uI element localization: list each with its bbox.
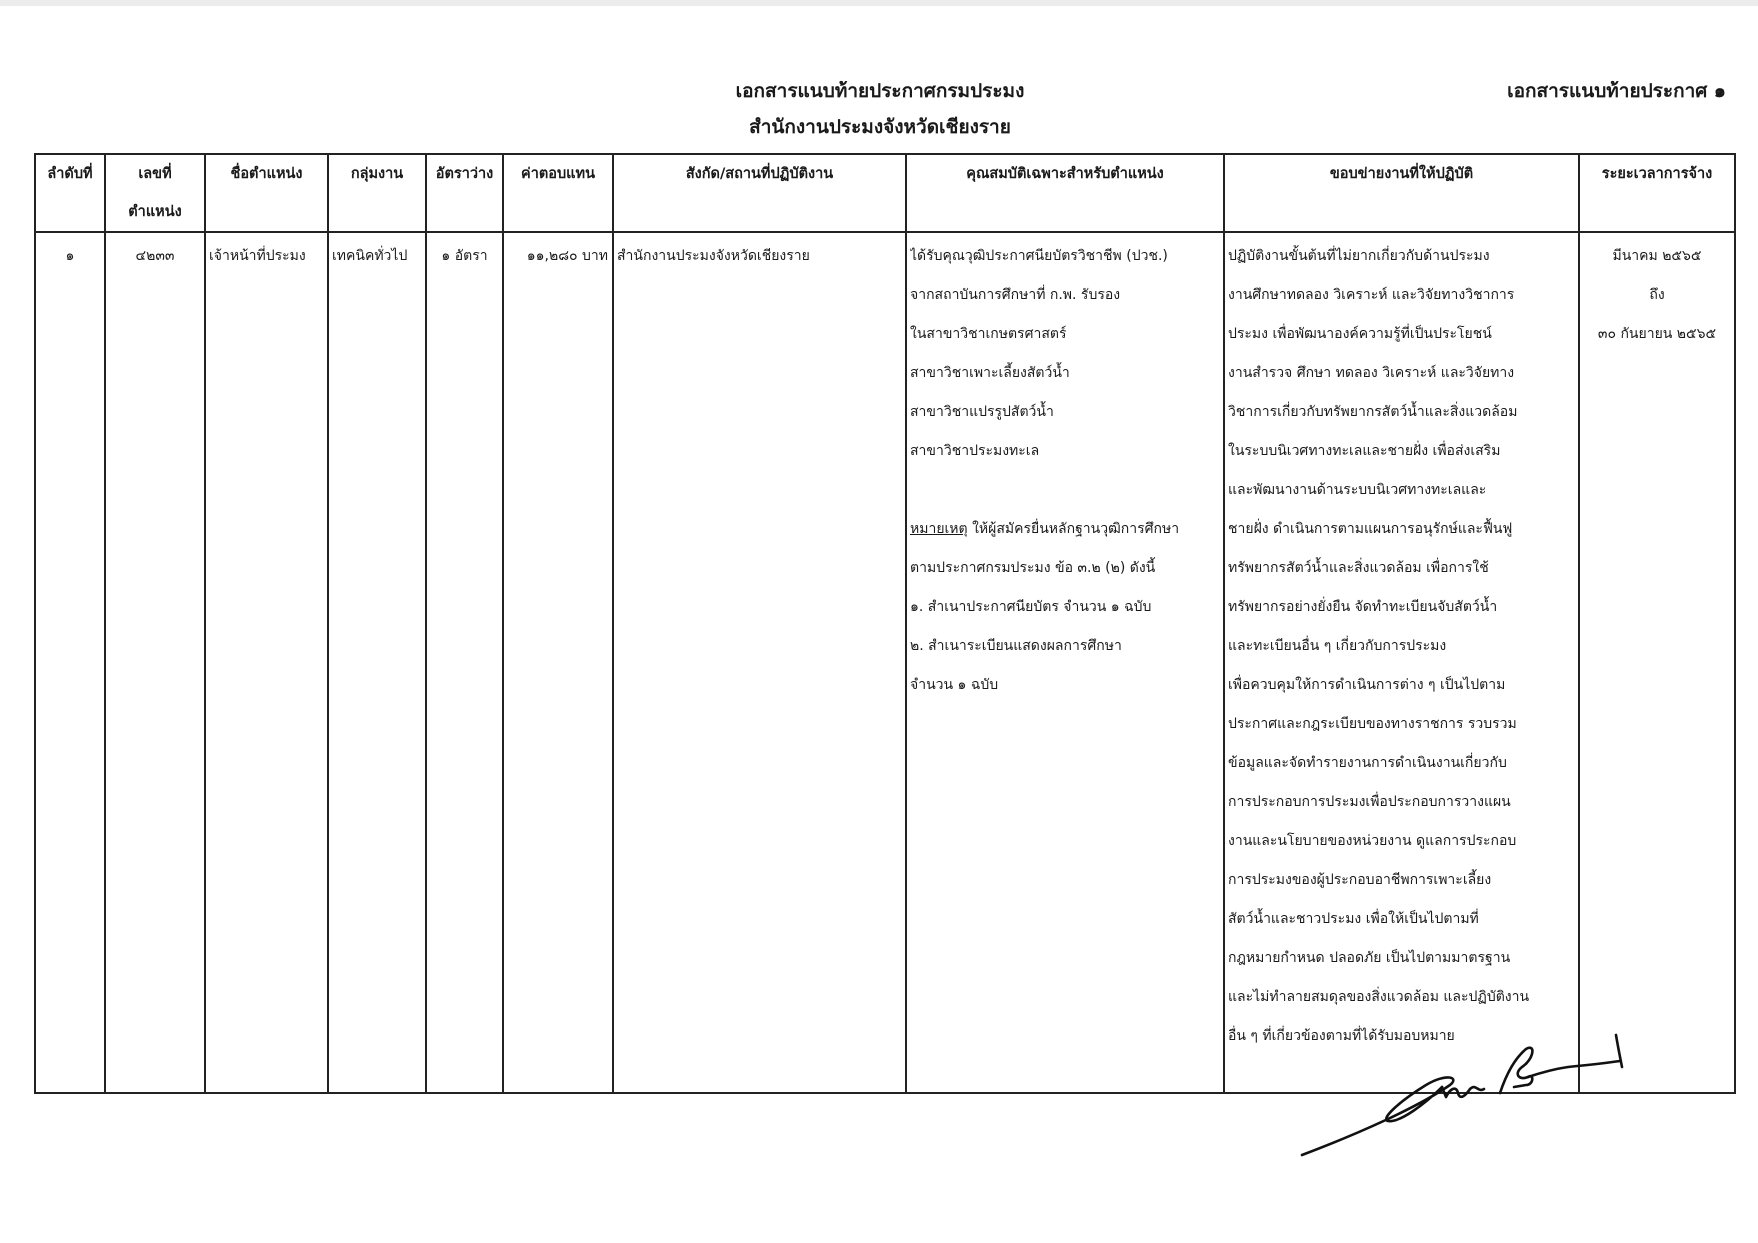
header-duties: ขอบข่ายงานที่ให้ปฏิบัติ	[1224, 154, 1579, 232]
duty-line: กฎหมายกำหนด ปลอดภัย เป็นไปตามมาตรฐาน	[1228, 950, 1511, 966]
duty-line: งานศึกษาทดลอง วิเคราะห์ และวิจัยทางวิชาการ	[1228, 287, 1515, 303]
duty-line: และไม่ทำลายสมดุลของสิ่งแวดล้อม และปฏิบัติงาน	[1228, 989, 1530, 1005]
header-position-name: ชื่อตำแหน่ง	[205, 154, 328, 232]
header-qualifications: คุณสมบัติเฉพาะสำหรับตำแหน่ง	[906, 154, 1224, 232]
header-period: ระยะเวลาการจ้าง	[1579, 154, 1735, 232]
duty-line: งานและนโยบายของหน่วยงาน ดูแลการประกอบ	[1228, 833, 1517, 849]
cell-order: ๑	[35, 232, 105, 1093]
duty-line: อื่น ๆ ที่เกี่ยวข้องตามที่ได้รับมอบหมาย	[1228, 1028, 1455, 1044]
period-to: ถึง	[1649, 287, 1665, 303]
table-header-row	[35, 154, 1735, 232]
cell-salary: ๑๑,๒๘๐ บาท	[503, 232, 613, 1093]
cell-position-name: เจ้าหน้าที่ประมง	[205, 232, 328, 1093]
duty-line: ในระบบนิเวศทางทะเลและชายฝั่ง เพื่อส่งเสริม	[1228, 443, 1501, 459]
note-line	[910, 510, 1223, 549]
handwritten-signature	[1300, 1015, 1660, 1190]
duty-line: ประมง เพื่อพัฒนาองค์ความรู้ที่เป็นประโยชน์	[1228, 326, 1492, 342]
attachment-label: เอกสารแนบท้ายประกาศ ๑	[1507, 80, 1726, 102]
note-line: ตามประกาศกรมประมง ข้อ ๓.๒ (๒) ดังนี้	[910, 560, 1156, 576]
cell-vacancy: ๑ อัตรา	[426, 232, 503, 1093]
header-vacancy: อัตราว่าง	[426, 154, 503, 232]
duty-line: การประกอบการประมงเพื่อประกอบการวางแผน	[1228, 794, 1511, 810]
note-line: ๒. สำเนาระเบียนแสดงผลการศึกษา	[910, 638, 1122, 654]
qualification-line: ในสาขาวิชาเกษตรศาสตร์	[910, 326, 1067, 342]
note-line: จำนวน ๑ ฉบับ	[910, 677, 999, 693]
document-title: เอกสารแนบท้ายประกาศกรมประมง	[735, 80, 1025, 102]
scan-edge	[0, 0, 1758, 6]
position-table	[34, 153, 1736, 1094]
cell-duties	[1224, 232, 1579, 1093]
duty-line: ประกาศและกฎระเบียบของทางราชการ รวบรวม	[1228, 716, 1517, 732]
note-line: ๑. สำเนาประกาศนียบัตร จำนวน ๑ ฉบับ	[910, 599, 1152, 615]
duty-line: ชายฝั่ง ดำเนินการตามแผนการอนุรักษ์และฟื้นฟู	[1228, 521, 1513, 537]
qualification-line: ได้รับคุณวุฒิประกาศนียบัตรวิชาชีพ (ปวช.)	[910, 248, 1168, 264]
header-salary: ค่าตอบแทน	[503, 154, 613, 232]
duty-line: ทรัพยากรสัตว์น้ำและสิ่งแวดล้อม เพื่อการใช้	[1228, 560, 1489, 576]
qualification-line: สาขาวิชาเพาะเลี้ยงสัตว์น้ำ	[910, 365, 1070, 381]
duty-line: ข้อมูลและจัดทำรายงานการดำเนินงานเกี่ยวกับ	[1228, 755, 1507, 771]
duty-line: สัตว์น้ำและชาวประมง เพื่อให้เป็นไปตามที่	[1228, 911, 1479, 927]
duty-line: และทะเบียนอื่น ๆ เกี่ยวกับการประมง	[1228, 638, 1447, 654]
office-subtitle: สำนักงานประมงจังหวัดเชียงราย	[749, 116, 1011, 138]
qualification-line: สาขาวิชาแปรรูปสัตว์น้ำ	[910, 404, 1054, 420]
table-row	[35, 232, 1735, 1093]
duty-line: เพื่อควบคุมให้การดำเนินการต่าง ๆ เป็นไปตาม	[1228, 677, 1506, 693]
cell-qualifications	[906, 232, 1224, 1093]
cell-group: เทคนิคทั่วไป	[328, 232, 426, 1093]
cell-position-no: ๔๒๓๓	[105, 232, 205, 1093]
header-group: กลุ่มงาน	[328, 154, 426, 232]
header-order: ลำดับที่	[35, 154, 105, 232]
period-start: มีนาคม ๒๕๖๕	[1612, 248, 1702, 264]
header-position-no-line1: เลขที่	[138, 166, 172, 182]
header-position-no	[105, 154, 205, 232]
duty-line: วิชาการเกี่ยวกับทรัพยากรสัตว์น้ำและสิ่งแวดล้อม	[1228, 404, 1518, 420]
duty-line: ปฏิบัติงานขั้นต้นที่ไม่ยากเกี่ยวกับด้านประมง	[1228, 248, 1490, 264]
signature-strokes	[1300, 1015, 1660, 1190]
cell-office: สำนักงานประมงจังหวัดเชียงราย	[613, 232, 906, 1093]
header-position-no-line2: ตำแหน่ง	[128, 204, 182, 220]
note-first-text: ให้ผู้สมัครยื่นหลักฐานวุฒิการศึกษา	[967, 521, 1180, 537]
header-office: สังกัด/สถานที่ปฏิบัติงาน	[613, 154, 906, 232]
period-end: ๓๐ กันยายน ๒๕๖๕	[1597, 326, 1717, 342]
duty-line: งานสำรวจ ศึกษา ทดลอง วิเคราะห์ และวิจัยทาง	[1228, 365, 1515, 381]
spacer	[910, 471, 1223, 510]
qualification-line: จากสถาบันการศึกษาที่ ก.พ. รับรอง	[910, 287, 1121, 303]
cell-period	[1579, 232, 1735, 1093]
duty-line: และพัฒนางานด้านระบบนิเวศทางทะเลและ	[1228, 482, 1487, 498]
note-label: หมายเหตุ	[910, 521, 968, 537]
duty-line: การประมงของผู้ประกอบอาชีพการเพาะเลี้ยง	[1228, 872, 1492, 888]
duty-line: ทรัพยากรอย่างยั่งยืน จัดทำทะเบียนจับสัตว์น้ำ	[1228, 599, 1498, 615]
qualification-line: สาขาวิชาประมงทะเล	[910, 443, 1040, 459]
